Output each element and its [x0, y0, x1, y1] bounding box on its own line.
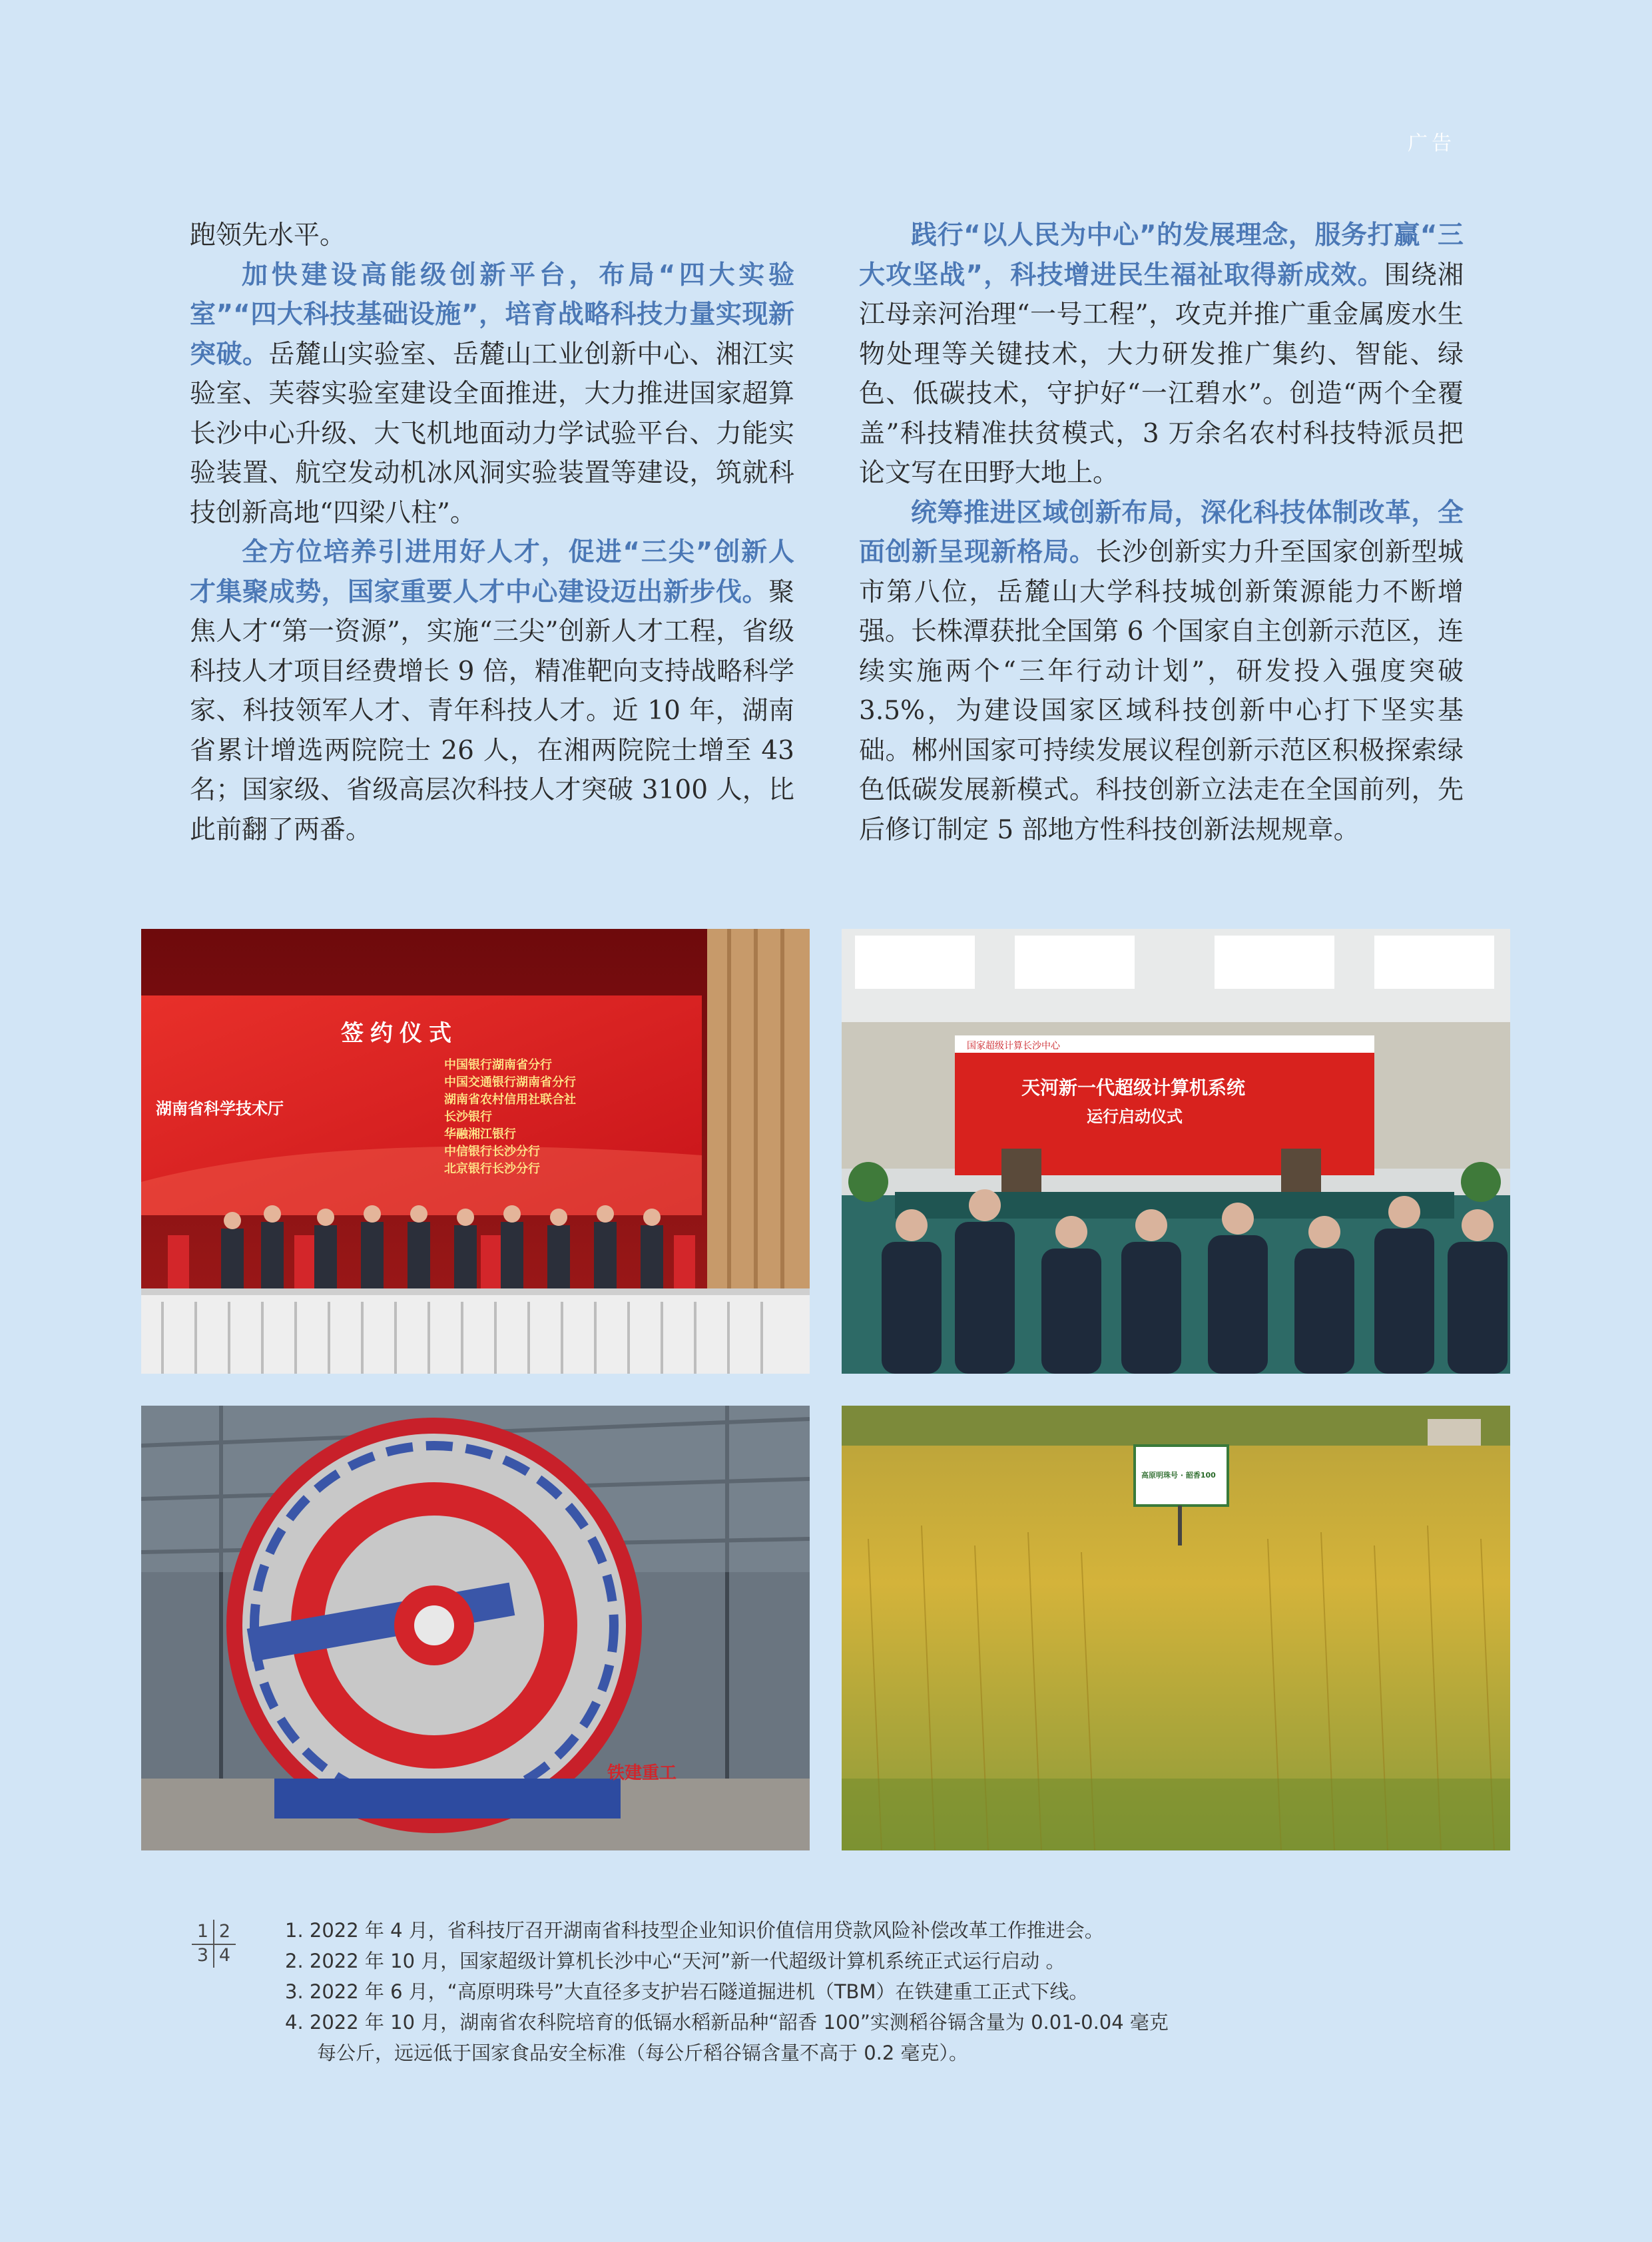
- left-paragraph-2-highlight: 全方位培养引进用好人才，促进“三尖”创新人才集聚成势，国家重要人才中心建设迈出新步伐。: [190, 537, 794, 607]
- signing-ceremony-illustration: [141, 929, 810, 1374]
- caption-3: 3. 2022 年 6 月，“高原明珠号”大直径多支护岩石隧道掘进机（TBM）在铁建重工正式下线。: [285, 1980, 1089, 2003]
- rice-field-illustration: [842, 1406, 1510, 1850]
- grid-number-1: 1: [196, 1921, 209, 1942]
- screen-title-1: 天河新一代超级计算机系统: [1021, 1077, 1246, 1099]
- signing-org: 湖南省科学技术厅: [156, 1099, 284, 1118]
- grid-divider-vertical: [213, 1920, 214, 1968]
- tbm-illustration: [141, 1406, 810, 1850]
- bank-3: 湖南省农村信用社联合社: [444, 1093, 576, 1107]
- grid-number-3: 3: [196, 1945, 209, 1966]
- photo-supercomputer-launch: [842, 929, 1510, 1374]
- left-paragraph-0: 跑领先水平。: [190, 220, 346, 250]
- caption-number-grid: [192, 1920, 236, 1968]
- bank-4: 长沙银行: [444, 1110, 492, 1124]
- left-paragraph-2: [190, 533, 794, 850]
- right-paragraph-2-highlight: 统筹推进区域创新布局，深化科技体制改革，全面创新呈现新格局。: [859, 497, 1464, 567]
- bank-5: 华融湘江银行: [444, 1127, 516, 1141]
- left-paragraph-2-body: 聚焦人才“第一资源”，实施“三尖”创新人才工程，省级科技人才项目经费增长 9 倍，精准靶向支持战略科学家、科技领军人才、青年科技人才。近 10 年，湖南省累计增选两院院士 26 人，在湘两院院士增至 43 名；国家级、省级高层次科技人才突破 3100 人，比此前翻了两番。: [190, 577, 794, 845]
- grid-number-2: 2: [218, 1921, 231, 1942]
- caption-4: 4. 2022 年 10 月，湖南省农科院培育的低镉水稻新品种“韶香 100”实测稻谷镉含量为 0.01-0.04 毫克: [285, 2011, 1169, 2034]
- tbm-label: 铁建重工: [607, 1763, 677, 1783]
- left-paragraph-1-body: 岳麓山实验室、岳麓山工业创新中心、湘江实验室、芙蓉实验室建设全面推进，大力推进国家超算长沙中心升级、大飞机地面动力学试验平台、力能实验装置、航空发动机冰风洞实验装置等建设，筑就科技创新高地“四梁八柱”。: [190, 339, 794, 528]
- bank-7: 北京银行长沙分行: [444, 1162, 540, 1176]
- right-paragraph-1-highlight: 践行“以人民为中心”的发展理念，服务打赢“三大攻坚战”，科技增进民生福祉取得新成效。: [859, 220, 1464, 290]
- caption-4-continued: 每公斤，远远低于国家食品安全标准（每公斤稻谷镉含量不高于 0.2 毫克）。: [317, 2042, 969, 2064]
- bank-6: 中信银行长沙分行: [444, 1145, 540, 1159]
- screen-title-2: 运行启动仪式: [1087, 1107, 1183, 1126]
- signing-title: 签约仪式: [341, 1020, 458, 1047]
- photo-captions: [285, 1915, 1350, 2068]
- left-paragraph-1: [190, 256, 794, 533]
- photo-rice-field: [842, 1406, 1510, 1850]
- left-paragraph-1-highlight: 加快建设高能级创新平台，布局“四大实验室”“四大科技基础设施”，培育战略科技力量实现新突破。: [190, 260, 794, 370]
- right-paragraph-1-body: 围绕湘江母亲河治理“一号工程”，攻克并推广重金属废水生物处理等关键技术，大力研发推广集约、智能、绿色、低碳技术，守护好“一江碧水”。创造“两个全覆盖”科技精准扶贫模式，3 万余名农村科技特派员把论文写在田野大地上。: [859, 260, 1464, 488]
- caption-1: 1. 2022 年 4 月，省科技厅召开湖南省科技型企业知识价值信用贷款风险补偿改革工作推进会。: [285, 1919, 1104, 1942]
- grid-number-4: 4: [218, 1945, 231, 1966]
- bank-2: 中国交通银行湖南省分行: [444, 1075, 576, 1089]
- caption-2: 2. 2022 年 10 月，国家超级计算机长沙中心“天河”新一代超级计算机系统正式运行启动 。: [285, 1950, 1065, 1972]
- right-paragraph-1: [859, 216, 1464, 493]
- supercomputer-launch-illustration: [842, 929, 1510, 1374]
- field-sign: 高原明珠号 · 韶香100: [1141, 1471, 1216, 1480]
- bank-1: 中国银行湖南省分行: [444, 1058, 552, 1072]
- photo-tunnel-boring-machine: [141, 1406, 810, 1850]
- right-paragraph-2-body: 长沙创新实力升至国家创新型城市第八位，岳麓山大学科技城创新策源能力不断增强。长株潭获批全国第 6 个国家自主创新示范区，连续实施两个“三年行动计划”，研发投入强度突破 3.5%，为建设国家区域科技创新中心打下坚实基础。郴州国家可持续发展议程创新示范区积极探索绿色低碳发展新模式。科技创新立法走在全国前列，先后修订制定 5 部地方性科技创新法规规章。: [859, 537, 1464, 845]
- screen-logo: 国家超级计算长沙中心: [967, 1041, 1060, 1051]
- advertisement-tag: 广告: [1408, 132, 1456, 155]
- left-column: [190, 216, 794, 850]
- right-paragraph-2: [859, 493, 1464, 850]
- right-column: [859, 216, 1464, 850]
- photo-signing-ceremony: [141, 929, 810, 1374]
